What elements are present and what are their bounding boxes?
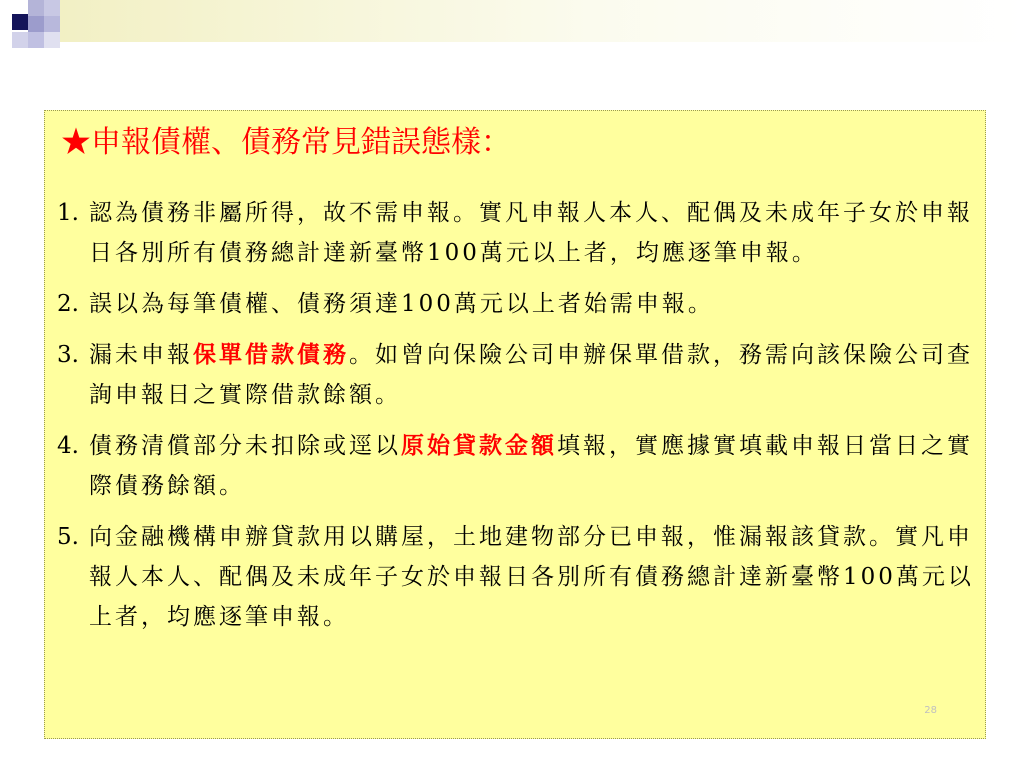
- header-gradient-bar: [58, 0, 1024, 42]
- item-text-before: 漏未申報: [89, 342, 193, 368]
- header-decoration-square: [44, 32, 60, 48]
- item-number: 5.: [57, 524, 79, 550]
- item-highlight: 原始貸款金額: [401, 432, 557, 459]
- list-item: [57, 426, 977, 506]
- slide-title: ★申報債權、債務常見錯誤態樣：: [61, 125, 511, 160]
- item-text-before: 債務清償部分未扣除或逕以: [89, 433, 401, 459]
- item-text: 認為債務非屬所得，故不需申報。實凡申報人本人、配偶及未成年子女於申報日各別所有債務總計達新臺幣100萬元以上者，均應逐筆申報。: [89, 200, 973, 266]
- item-text: [89, 426, 977, 506]
- header-decoration-square: [44, 0, 60, 16]
- item-number: 1.: [57, 200, 79, 226]
- item-number: 2.: [57, 291, 79, 317]
- item-text: [89, 335, 977, 415]
- header-decoration-square: [28, 16, 44, 32]
- content-box: [44, 110, 986, 739]
- list-item: [57, 193, 977, 273]
- item-list: [57, 193, 977, 648]
- list-item: [57, 284, 977, 324]
- list-item: [57, 517, 977, 637]
- item-highlight: 保單借款債務: [193, 341, 349, 368]
- item-text-after: 。如曾向保險公司申辦保單借款，務需向該保險公司查詢申報日之實際借款餘額。: [89, 342, 973, 408]
- list-item: [57, 335, 977, 415]
- item-text-after: 填報，實應據實填載申報日當日之實際債務餘額。: [89, 433, 973, 499]
- header-decoration-square: [12, 32, 28, 48]
- header-decoration-square: [28, 32, 44, 48]
- item-text: 向金融機構申辦貸款用以購屋，土地建物部分已申報，惟漏報該貸款。實凡申報人本人、配偶及未成年子女於申報日各別所有債務總計達新臺幣100萬元以上者，均應逐筆申報。: [89, 524, 974, 630]
- page-number: 28: [924, 705, 937, 716]
- item-number: 3.: [57, 342, 79, 368]
- header-decoration-square: [12, 14, 28, 30]
- header-decoration-square: [28, 0, 44, 16]
- item-text: 誤以為每筆債權、債務須達100萬元以上者始需申報。: [89, 291, 714, 317]
- item-number: 4.: [57, 433, 79, 459]
- header-decoration-square: [44, 16, 60, 32]
